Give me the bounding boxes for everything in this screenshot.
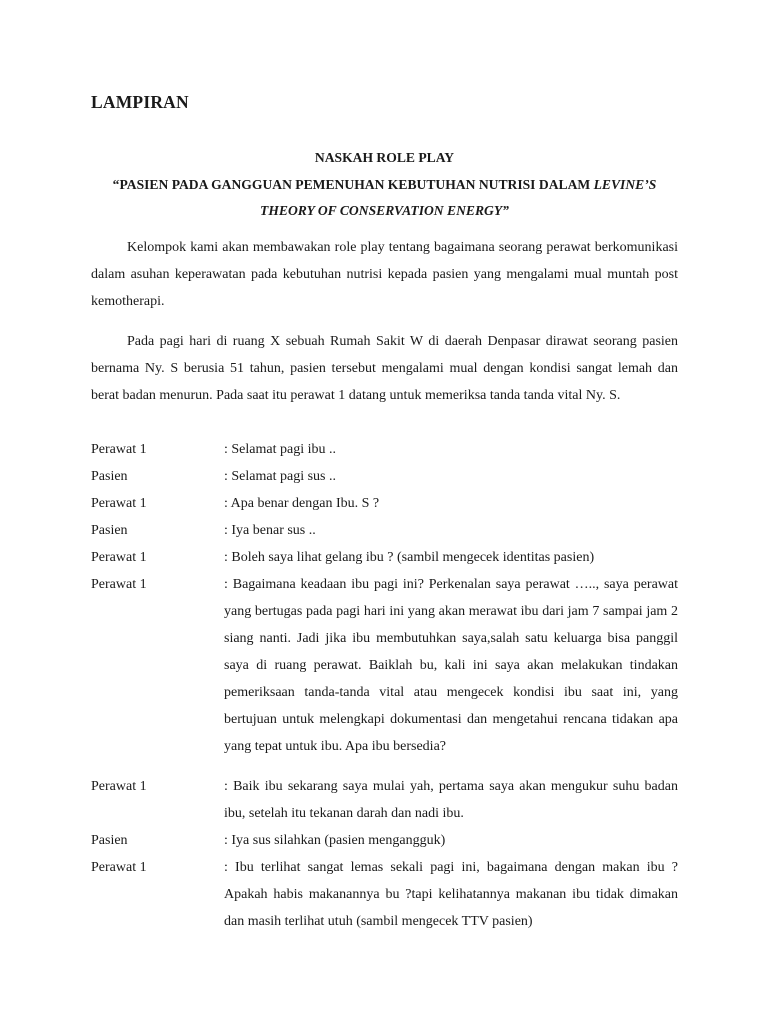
dialog-line: : Bagaimana keadaan ibu pagi ini? Perkenalan saya perawat ….., saya perawat yang bertugas pada pagi hari ini yang akan merawat ibu dari jam 7 sampai jam 2 siang nanti. Jadi jika ibu membutuhkan saya,salah satu keluarga bisa panggil saya di ruang perawat. Baiklah bu, kali ini saya akan melakukan tindakan pemeriksaan tanda-tanda vital atau mengecek kondisi ibu saat ini, yang bertujuan untuk melengkapi dokumentasi dan mengetahui rencana tidakan apa yang tepat untuk ibu. Apa ibu bersedia? (224, 577, 678, 754)
dialog-line: : Apa benar dengan Ibu. S ? (224, 496, 380, 511)
speaker-label: Perawat 1 (91, 779, 147, 794)
speaker-label: Perawat 1 (91, 577, 147, 592)
dialog-line: : Iya sus silahkan (pasien mengangguk) (224, 833, 446, 848)
dialog-row (91, 773, 678, 827)
title-line-3-italic: THEORY OF CONSERVATION ENERGY” (260, 203, 509, 218)
dialog-row (91, 854, 678, 935)
speaker-label: Perawat 1 (91, 860, 147, 875)
title-line-3 (91, 203, 678, 219)
speaker-label: Pasien (91, 523, 128, 538)
intro-paragraph: Kelompok kami akan membawakan role play tentang bagaimana seorang perawat berkomunikasi dalam asuhan keperawatan pada kebutuhan nutrisi kepada pasien yang mengalami mual muntah post kemotherapi. (91, 240, 678, 309)
page-heading: LAMPIRAN (91, 92, 189, 112)
title-line-2-italic: LEVINE’S (593, 177, 657, 192)
speaker-label: Perawat 1 (91, 496, 147, 511)
dialog-row (91, 436, 678, 463)
dialog-row (91, 490, 678, 517)
title-line-2-text: “PASIEN PADA GANGGUAN PEMENUHAN KEBUTUHAN NUTRISI DALAM (112, 177, 594, 192)
speaker-label: Pasien (91, 833, 128, 848)
dialog-line: : Ibu terlihat sangat lemas sekali pagi ini, bagaimana dengan makan ibu ? Apakah habis makanannya bu ?tapi kelihatannya makanan ibu tidak dimakan dan masih terlihat utuh (sambil mengecek TTV pasien) (224, 860, 678, 929)
dialog-block-1 (91, 436, 678, 760)
title-line-1: NASKAH ROLE PLAY (314, 150, 455, 165)
dialog-row (91, 517, 678, 544)
dialog-row (91, 571, 678, 760)
speaker-label: Perawat 1 (91, 550, 147, 565)
dialog-line: : Selamat pagi sus .. (224, 469, 336, 484)
dialog-row (91, 544, 678, 571)
dialog-line: : Iya benar sus .. (224, 523, 316, 538)
dialog-line: : Selamat pagi ibu .. (224, 442, 336, 457)
dialog-line: : Boleh saya lihat gelang ibu ? (sambil mengecek identitas pasien) (224, 550, 595, 565)
title-line-2 (91, 177, 678, 193)
dialog-row (91, 827, 678, 854)
dialog-row (91, 463, 678, 490)
dialog-block-2 (91, 773, 678, 935)
scenario-paragraph: Pada pagi hari di ruang X sebuah Rumah Sakit W di daerah Denpasar dirawat seorang pasien bernama Ny. S berusia 51 tahun, pasien tersebut mengalami mual dengan kondisi sangat lemah dan berat badan menurun. Pada saat itu perawat 1 datang untuk memeriksa tanda tanda vital Ny. S. (91, 334, 678, 403)
speaker-label: Pasien (91, 469, 128, 484)
speaker-label: Perawat 1 (91, 442, 147, 457)
dialog-line: : Baik ibu sekarang saya mulai yah, pertama saya akan mengukur suhu badan ibu, setelah itu tekanan darah dan nadi ibu. (224, 779, 678, 821)
